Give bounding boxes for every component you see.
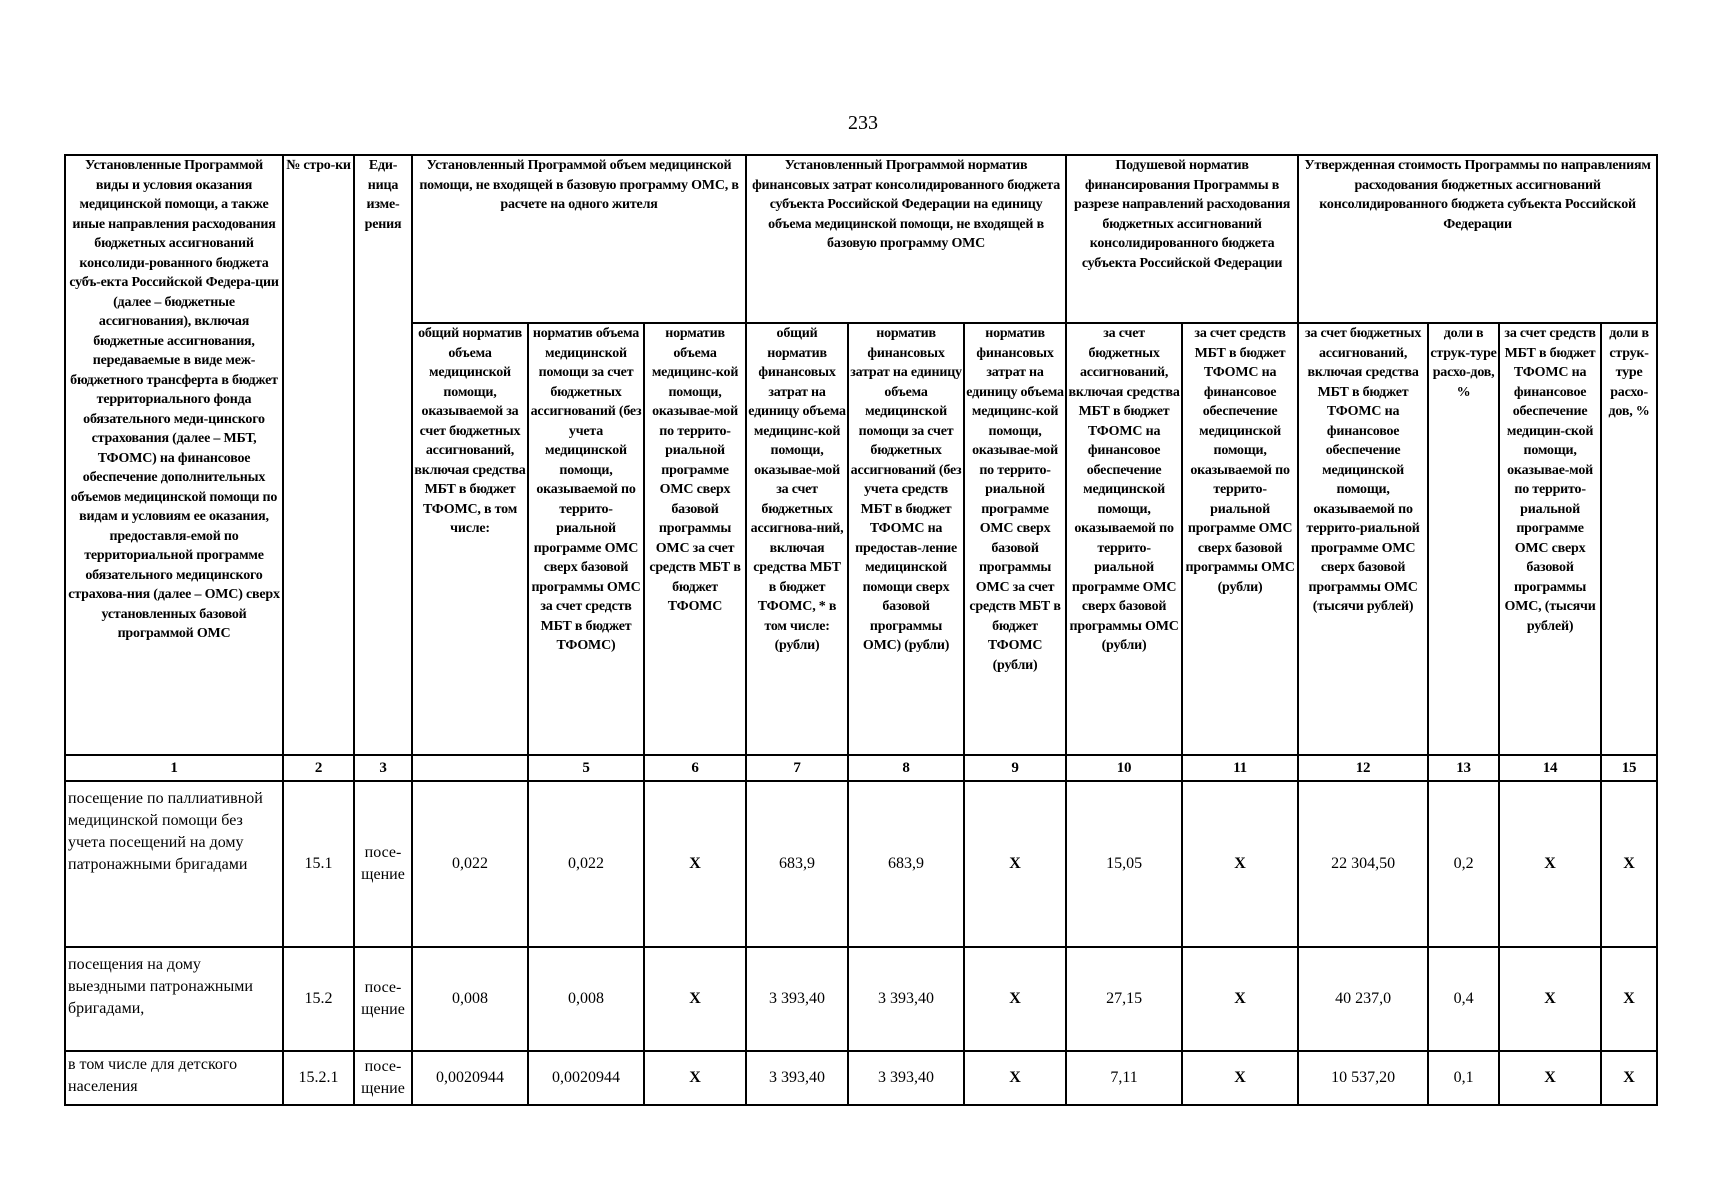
column-number: 10 <box>1066 755 1182 781</box>
row-number: 15.2 <box>283 947 354 1051</box>
row-name: посещение по паллиативной медицинской помощи без учета посещений на дому патронажными бригадами <box>65 781 283 947</box>
column-number: 14 <box>1499 755 1601 781</box>
header-cost-mbt: за счет средств МБТ в бюджет ТФОМС на финансовое обеспечение медицин-ской помощи, оказывае-мой по террито-риальной программе ОМС сверх базовой программы ОМС, (тысячи рублей) <box>1499 323 1601 755</box>
table-row <box>65 1051 1657 1105</box>
header-cost-norm-mbt: норматив финансовых затрат на единицу объема медицинс-кой помощи, оказывае-мой по террито-риальной программе ОМС сверх базовой программы ОМС за счет средств МБТ в бюджет ТФОМС (рубли) <box>964 323 1066 755</box>
column-number: 2 <box>283 755 354 781</box>
cell-share-budget: 0,4 <box>1428 947 1499 1051</box>
column-number: 5 <box>528 755 644 781</box>
header-row-number: № стро-ки <box>283 155 354 755</box>
column-number: 7 <box>746 755 848 781</box>
cell-per-capita-mbt: Х <box>1182 947 1298 1051</box>
cell-total-cost-norm: 683,9 <box>746 781 848 947</box>
column-number: 12 <box>1298 755 1428 781</box>
column-number: 13 <box>1428 755 1499 781</box>
header-volume-norm-mbt: норматив объема медицинс-кой помощи, оказывае-мой по террито-риальной программе ОМС сверх базовой программы ОМС за счет средств МБТ в бюджет ТФОМС <box>644 323 746 755</box>
column-number: 11 <box>1182 755 1298 781</box>
cell-total-volume-norm: 0,022 <box>412 781 528 947</box>
column-number: 3 <box>354 755 412 781</box>
column-number: 15 <box>1601 755 1657 781</box>
cell-cost-norm-mbt: Х <box>964 781 1066 947</box>
cell-volume-norm-budget: 0,022 <box>528 781 644 947</box>
header-total-cost-norm: общий норматив финансовых затрат на единицу объема медицинс-кой помощи, оказывае-мой за счет бюджетных ассигнова-ний, включая средства МБТ в бюджет ТФОМС, * в том числе: (рубли) <box>746 323 848 755</box>
cell-total-cost-norm: 3 393,40 <box>746 947 848 1051</box>
table-row <box>65 781 1657 947</box>
header-share-budget: доли в струк-туре расхо-дов, % <box>1428 323 1499 755</box>
cell-total-volume-norm: 0,008 <box>412 947 528 1051</box>
cell-share-mbt: Х <box>1601 947 1657 1051</box>
budget-table <box>64 154 1658 1106</box>
cell-cost-mbt: Х <box>1499 1051 1601 1105</box>
cell-share-budget: 0,2 <box>1428 781 1499 947</box>
cell-cost-norm-budget: 683,9 <box>848 781 964 947</box>
column-number: 9 <box>964 755 1066 781</box>
cell-cost-norm-mbt: Х <box>964 947 1066 1051</box>
cell-volume-norm-mbt: Х <box>644 1051 746 1105</box>
column-number: 1 <box>65 755 283 781</box>
cell-cost-budget: 10 537,20 <box>1298 1051 1428 1105</box>
cell-per-capita-mbt: Х <box>1182 781 1298 947</box>
cell-total-volume-norm: 0,0020944 <box>412 1051 528 1105</box>
cell-per-capita-budget: 7,11 <box>1066 1051 1182 1105</box>
column-number-row <box>65 755 1657 781</box>
table-row <box>65 947 1657 1051</box>
cell-cost-norm-budget: 3 393,40 <box>848 1051 964 1105</box>
row-unit: посе-щение <box>354 947 412 1051</box>
row-number: 15.1 <box>283 781 354 947</box>
row-name: в том числе для детского населения <box>65 1051 283 1105</box>
cell-per-capita-mbt: Х <box>1182 1051 1298 1105</box>
header-unit: Еди-ница изме-рения <box>354 155 412 755</box>
cell-cost-norm-budget: 3 393,40 <box>848 947 964 1051</box>
cell-share-mbt: Х <box>1601 1051 1657 1105</box>
header-total-volume-norm: общий норматив объема медицинской помощи, оказываемой за счет бюджетных ассигнований, включая средства МБТ в бюджет ТФОМС, в том числе: <box>412 323 528 755</box>
column-number <box>412 755 528 781</box>
header-cost-budget: за счет бюджетных ассигнований, включая средства МБТ в бюджет ТФОМС на финансовое обеспечение медицинской помощи, оказываемой по террито-риальной программе ОМС сверх базовой программы ОМС (тысячи рублей) <box>1298 323 1428 755</box>
header-cost-norm-group: Установленный Программой норматив финансовых затрат консолидированного бюджета субъекта Российской Федерации на единицу объема медицинской помощи, не входящей в базовую программу ОМС <box>746 155 1066 323</box>
cell-share-mbt: Х <box>1601 781 1657 947</box>
cell-per-capita-budget: 15,05 <box>1066 781 1182 947</box>
column-number: 6 <box>644 755 746 781</box>
header-approved-cost-group: Утвержденная стоимость Программы по направлениям расходования бюджетных ассигнований консолидированного бюджета субъекта Российской Федерации <box>1298 155 1657 323</box>
cell-cost-budget: 22 304,50 <box>1298 781 1428 947</box>
page-number: 233 <box>848 112 878 134</box>
table-body <box>65 781 1657 1105</box>
row-name: посещения на дому выездными патронажными бригадами, <box>65 947 283 1051</box>
row-unit: посе-щение <box>354 781 412 947</box>
header-cost-norm-budget: норматив финансовых затрат на единицу объема медицинской помощи за счет бюджетных ассигнований (без учета средств МБТ в бюджет ТФОМС на предостав-ление медицинской помощи сверх базовой программы ОМС) (рубли) <box>848 323 964 755</box>
header-types-and-conditions: Установленные Программой виды и условия оказания медицинской помощи, а также иные направления расходования бюджетных ассигнований консолиди-рованного бюджета субъ-екта Российской Федера-ции (далее – бюджетные ассигнования), включая бюджетные ассигнования, передаваемые в виде меж-бюджетного трансферта в бюджет территориального фонда обязательного меди-цинского страхования (далее – МБТ, ТФОМС) на финансовое обеспечение дополнительных объемов медицинской помощи по видам и условиям ее оказания, предоставля-емой по территориальной программе обязательного медицинского страхова-ния (далее – ОМС) сверх установленных базовой программой ОМС <box>65 155 283 755</box>
cell-total-cost-norm: 3 393,40 <box>746 1051 848 1105</box>
cell-cost-mbt: Х <box>1499 947 1601 1051</box>
cell-share-budget: 0,1 <box>1428 1051 1499 1105</box>
cell-volume-norm-budget: 0,008 <box>528 947 644 1051</box>
header-per-capita-mbt: за счет средств МБТ в бюджет ТФОМС на финансовое обеспечение медицинской помощи, оказываемой по террито-риальной программе ОМС сверх базовой программы ОМС (рубли) <box>1182 323 1298 755</box>
column-number: 8 <box>848 755 964 781</box>
header-volume-group: Установленный Программой объем медицинской помощи, не входящей в базовую программу ОМС, в расчете на одного жителя <box>412 155 746 323</box>
cell-cost-mbt: Х <box>1499 781 1601 947</box>
header-per-capita-budget: за счет бюджетных ассигнований, включая средства МБТ в бюджет ТФОМС на финансовое обеспечение медицинской помощи, оказываемой по террито-риальной программе ОМС сверх базовой программы ОМС (рубли) <box>1066 323 1182 755</box>
cell-volume-norm-mbt: Х <box>644 781 746 947</box>
table-header <box>65 155 1657 781</box>
cell-cost-norm-mbt: Х <box>964 1051 1066 1105</box>
header-volume-norm-budget: норматив объема медицинской помощи за счет бюджетных ассигнований (без учета медицинской помощи, оказываемой по террито-риальной программе ОМС сверх базовой программы ОМС за счет средств МБТ в бюджет ТФОМС) <box>528 323 644 755</box>
row-number: 15.2.1 <box>283 1051 354 1105</box>
header-share-mbt: доли в струк-туре расхо-дов, % <box>1601 323 1657 755</box>
header-per-capita-group: Подушевой норматив финансирования Программы в разрезе направлений расходования бюджетных ассигнований консолидированного бюджета субъекта Российской Федерации <box>1066 155 1298 323</box>
cell-per-capita-budget: 27,15 <box>1066 947 1182 1051</box>
cell-volume-norm-mbt: Х <box>644 947 746 1051</box>
row-unit: посе-щение <box>354 1051 412 1105</box>
cell-volume-norm-budget: 0,0020944 <box>528 1051 644 1105</box>
cell-cost-budget: 40 237,0 <box>1298 947 1428 1051</box>
